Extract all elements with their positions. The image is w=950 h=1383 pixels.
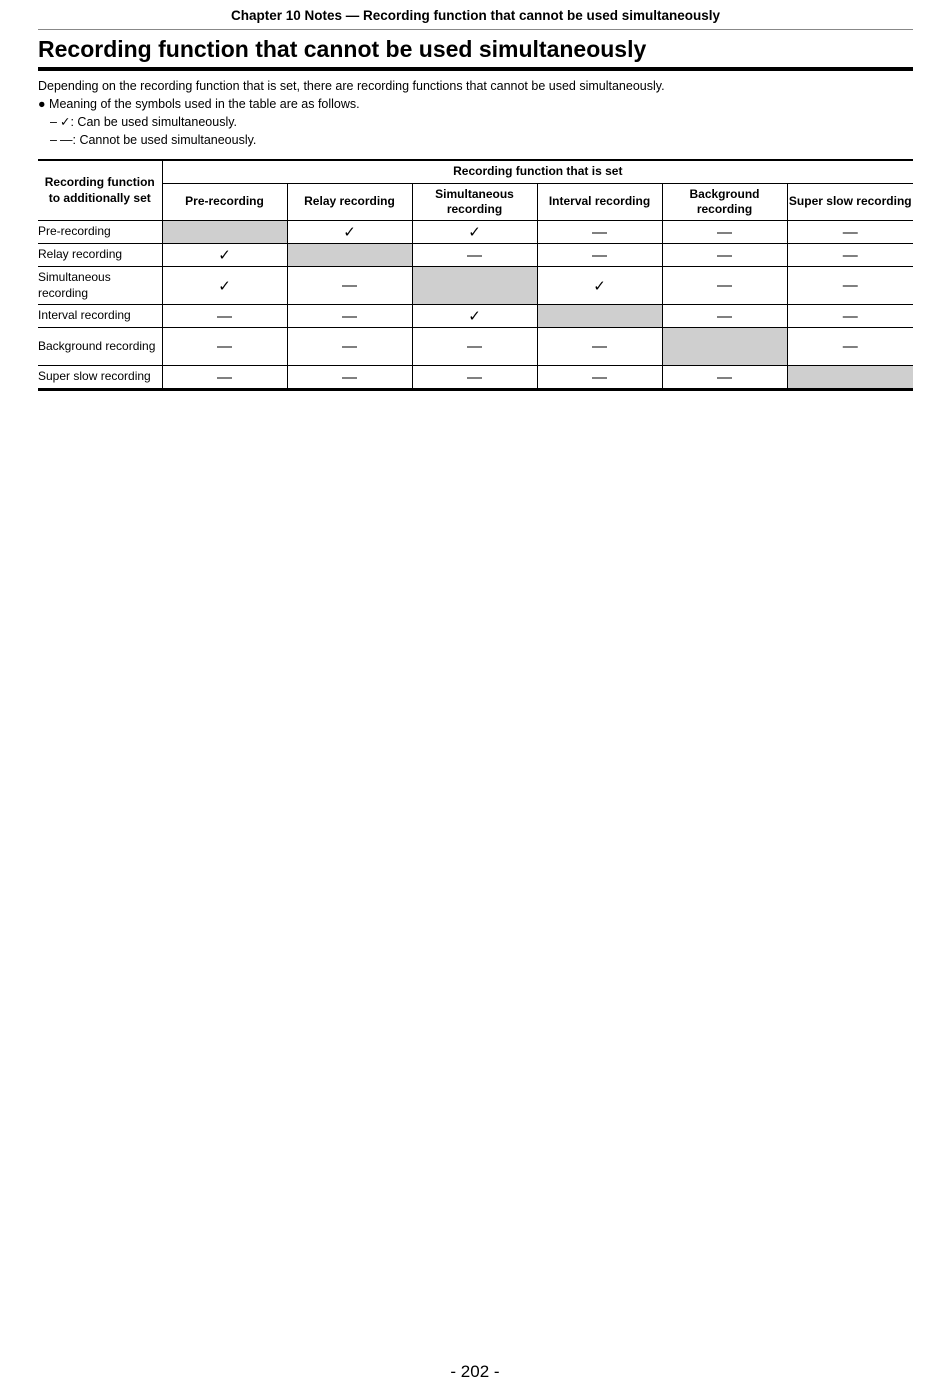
row-label: Interval recording	[38, 305, 162, 328]
sub-dash-icon: –	[50, 115, 57, 129]
bullet-line	[38, 96, 913, 114]
column-header: Interval recording	[537, 184, 662, 221]
bullet-icon: ●	[38, 96, 46, 111]
table-row	[38, 305, 913, 328]
table-cell: —	[162, 305, 287, 328]
column-header: Pre-recording	[162, 184, 287, 221]
table-cell: —	[287, 305, 412, 328]
table-cell-na	[162, 221, 287, 244]
table-cell: —	[287, 328, 412, 366]
table-cell: —	[287, 267, 412, 305]
table-cell: —	[412, 366, 537, 390]
intro-section	[38, 78, 913, 149]
check-icon: ✓	[60, 114, 71, 129]
table-cell: —	[787, 305, 913, 328]
column-header: Simultaneous recording	[412, 184, 537, 221]
table-cell: —	[662, 244, 787, 267]
column-header: Relay recording	[287, 184, 412, 221]
row-label: Simultaneous recording	[38, 267, 162, 305]
table-cell: —	[162, 366, 287, 390]
legend-cross-text: : Cannot be used simultaneously.	[72, 132, 257, 147]
row-label: Relay recording	[38, 244, 162, 267]
table-row	[38, 328, 913, 366]
chapter-header: Chapter 10 Notes — Recording function that cannot be used simultaneously	[38, 8, 913, 30]
page-number: - 202 -	[450, 1362, 500, 1381]
table-row	[38, 366, 913, 390]
row-label: Super slow recording	[38, 366, 162, 390]
table-cell: —	[662, 221, 787, 244]
table-cell: ✓	[412, 221, 537, 244]
page-title: Recording function that cannot be used simultaneously	[38, 36, 913, 71]
bullet-text: Meaning of the symbols used in the table are as follows.	[49, 96, 360, 111]
table-cell: —	[787, 328, 913, 366]
table-cell: —	[787, 267, 913, 305]
group-header: Recording function that is set	[162, 160, 913, 184]
row-label: Background recording	[38, 328, 162, 366]
table-cell: —	[537, 221, 662, 244]
table-cell: —	[287, 366, 412, 390]
table-cell: —	[662, 305, 787, 328]
table-cell: —	[412, 244, 537, 267]
table-cell: —	[787, 244, 913, 267]
table-cell: ✓	[162, 267, 287, 305]
table-cell-na	[537, 305, 662, 328]
legend-cross-line	[38, 132, 913, 150]
table-cell: —	[662, 366, 787, 390]
table-cell: —	[662, 267, 787, 305]
row-label: Pre-recording	[38, 221, 162, 244]
table-cell: ✓	[537, 267, 662, 305]
table-cell: ✓	[412, 305, 537, 328]
table-cell: ✓	[162, 244, 287, 267]
table-row	[38, 244, 913, 267]
column-header: Super slow recording	[787, 184, 913, 221]
corner-header: Recording function to additionally set	[38, 160, 162, 221]
table-cell-na	[412, 267, 537, 305]
legend-check-text: : Can be used simultaneously.	[70, 115, 238, 129]
table-cell-na	[787, 366, 913, 390]
intro-text: Depending on the recording function that is set, there are recording functions that cannot be used simultaneously.	[38, 79, 665, 93]
legend-check-line	[38, 113, 913, 132]
sub-dash-icon: –	[50, 132, 57, 147]
table-cell: —	[162, 328, 287, 366]
table-row	[38, 221, 913, 244]
table-cell: —	[537, 366, 662, 390]
compatibility-table	[38, 159, 913, 391]
table-cell: —	[787, 221, 913, 244]
table-row	[38, 267, 913, 305]
table-cell: —	[537, 244, 662, 267]
column-header: Background recording	[662, 184, 787, 221]
table-cell: —	[412, 328, 537, 366]
dash-icon: —	[60, 132, 73, 147]
table-cell: —	[537, 328, 662, 366]
table-cell-na	[287, 244, 412, 267]
table-cell: ✓	[287, 221, 412, 244]
table-cell-na	[662, 328, 787, 366]
